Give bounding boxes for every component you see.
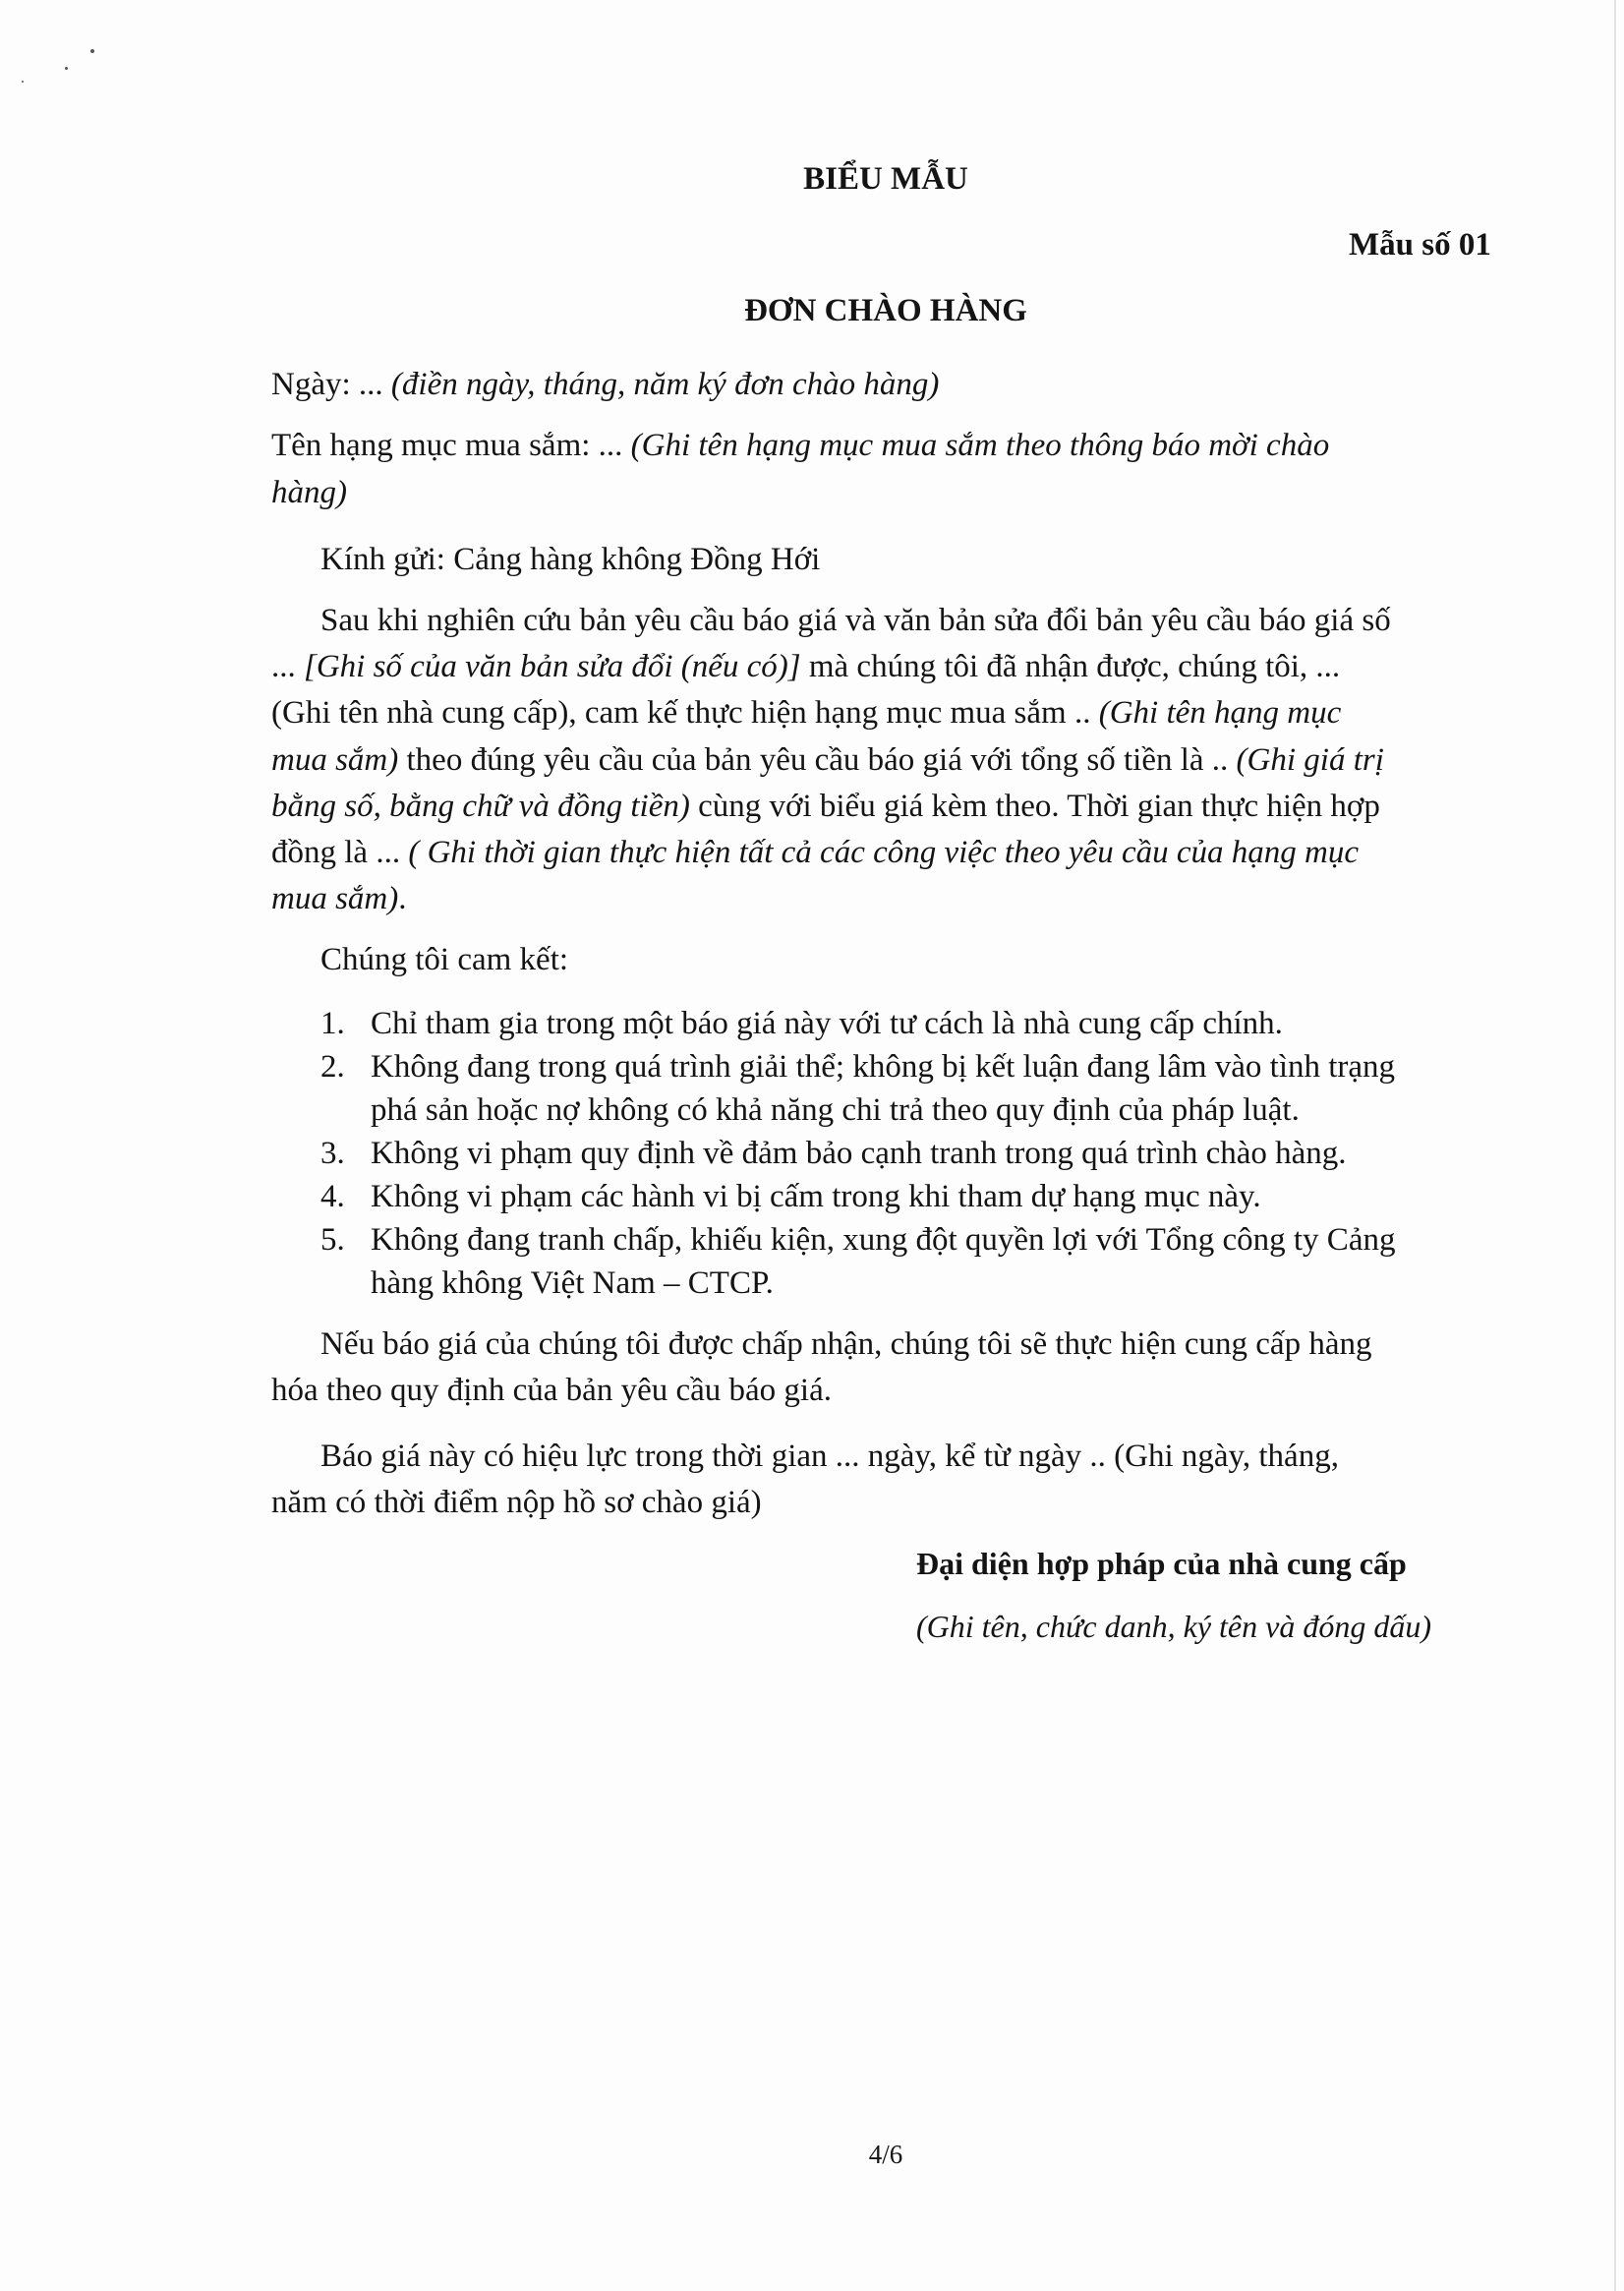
commitments-intro: Chúng tôi cam kết:	[320, 942, 569, 977]
item-hint-continued: hàng)	[271, 475, 347, 510]
commitment-item	[320, 1172, 345, 1221]
body-paragraph-line	[271, 735, 1384, 785]
body-text: mà chúng tôi đã nhận được, chúng tôi, ...	[800, 649, 1341, 684]
commitment-text: phá sản hoặc nợ không có khả năng chi trả theo quy định của pháp luật.	[371, 1092, 1300, 1128]
body-paragraph-line	[271, 642, 1340, 691]
body-text: ...	[271, 649, 304, 684]
commitment-item	[320, 1215, 345, 1264]
body-hint: (Ghi tên hạng mục	[1098, 695, 1342, 731]
acceptance-paragraph-line: hóa theo quy định của bản yêu cầu báo giá.	[271, 1373, 832, 1408]
item-line	[271, 421, 1329, 470]
commitment-number: 1.	[320, 1006, 345, 1041]
body-paragraph-line	[271, 874, 407, 923]
signature-note: (Ghi tên, chức danh, ký tên và đóng dấu)	[916, 1609, 1431, 1644]
body-text: theo đúng yêu cầu của bản yêu cầu báo giá với tổng số tiền là ..	[398, 742, 1237, 778]
scan-speck	[90, 49, 94, 53]
signature-title: Đại diện hợp pháp của nhà cung cấp	[916, 1546, 1407, 1581]
page-number: 4/6	[868, 2140, 903, 2169]
commitment-text: Không đang trong quá trình giải thể; không bị kết luận đang lâm vào tình trạng	[371, 1049, 1396, 1085]
body-paragraph-line	[271, 782, 1380, 831]
commitment-text: hàng không Việt Nam – CTCP.	[371, 1265, 774, 1301]
item-hint: (Ghi tên hạng mục mua sắm theo thông báo mời chào	[630, 428, 1330, 463]
item-label: Tên hạng mục mua sắm: ...	[271, 428, 623, 463]
body-paragraph-line	[271, 828, 1359, 877]
commitment-item	[320, 1042, 345, 1091]
document-type-heading: BIỂU MẪU	[803, 161, 968, 197]
form-number: Mẫu số 01	[1349, 227, 1491, 263]
commitment-number: 3.	[320, 1136, 345, 1171]
scan-speck	[65, 67, 68, 70]
commitment-number: 4.	[320, 1179, 345, 1214]
commitment-number: 5.	[320, 1222, 345, 1258]
recipient-line: Kính gửi: Cảng hàng không Đồng Hới	[320, 542, 821, 577]
commitment-text: Không vi phạm quy định về đảm bảo cạnh tranh trong quá trình chào hàng.	[371, 1136, 1347, 1171]
body-hint: mua sắm)	[271, 742, 399, 778]
validity-paragraph-line: Báo giá này có hiệu lực trong thời gian ... ngày, kể từ ngày .. (Ghi ngày, tháng,	[320, 1439, 1339, 1474]
date-label: Ngày: ...	[271, 367, 383, 402]
commitment-text: Chỉ tham gia trong một báo giá này với tư cách là nhà cung cấp chính.	[371, 1006, 1283, 1041]
date-hint: (điền ngày, tháng, năm ký đơn chào hàng)	[390, 367, 940, 402]
body-hint: (Ghi giá trị	[1236, 742, 1384, 778]
body-hint: ( Ghi thời gian thực hiện tất cả các công việc theo yêu cầu của hạng mục	[408, 835, 1359, 870]
commitment-item	[320, 1129, 345, 1178]
body-paragraph-line: Sau khi nghiên cứu bản yêu cầu báo giá và văn bản sửa đổi bản yêu cầu báo giá số	[320, 603, 1391, 638]
scan-speck	[22, 81, 24, 83]
commitment-item	[320, 999, 345, 1048]
body-text: đồng là ...	[271, 835, 409, 870]
commitment-number: 2.	[320, 1049, 345, 1085]
scan-edge	[1614, 0, 1616, 2291]
body-hint: mua sắm)	[271, 881, 399, 916]
acceptance-paragraph-line: Nếu báo giá của chúng tôi được chấp nhận, chúng tôi sẽ thực hiện cung cấp hàng	[320, 1326, 1372, 1362]
body-hint: bằng số, bằng chữ và đồng tiền)	[271, 789, 690, 824]
validity-paragraph-line: năm có thời điểm nộp hồ sơ chào giá)	[271, 1485, 762, 1520]
body-text: .	[398, 881, 407, 916]
body-paragraph-line	[271, 688, 1341, 737]
commitment-text: Không vi phạm các hành vi bị cấm trong khi tham dự hạng mục này.	[371, 1179, 1261, 1214]
body-text: (Ghi tên nhà cung cấp), cam kế thực hiện hạng mục mua sắm ..	[271, 695, 1099, 731]
body-hint: [Ghi số của văn bản sửa đổi (nếu có)]	[304, 649, 801, 684]
commitment-text: Không đang tranh chấp, khiếu kiện, xung đột quyền lợi với Tổng công ty Cảng	[371, 1222, 1396, 1258]
body-text: cùng với biểu giá kèm theo. Thời gian thực hiện hợp	[689, 789, 1380, 824]
date-line	[271, 360, 939, 409]
document-title: ĐƠN CHÀO HÀNG	[744, 293, 1027, 328]
